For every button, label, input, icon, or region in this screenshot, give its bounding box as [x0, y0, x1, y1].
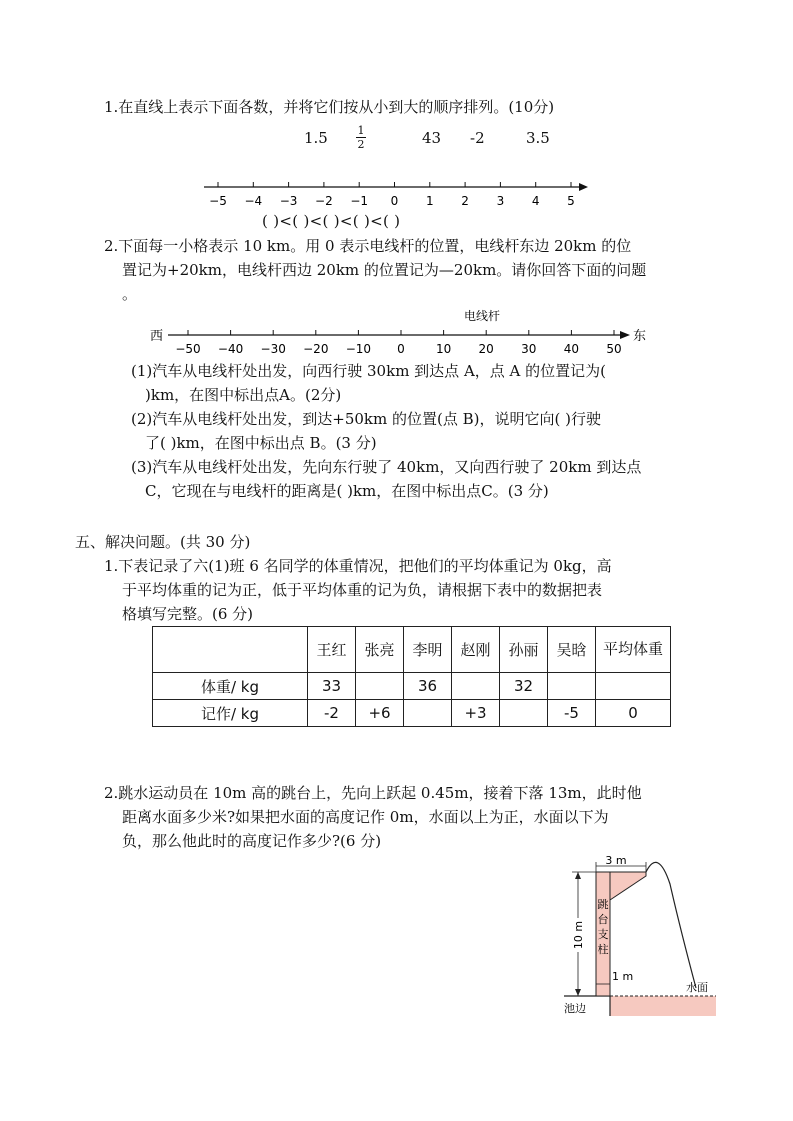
q2-axis-tick-label: −40 [217, 342, 244, 356]
q2-sub1-line2: )km，在图中标出点A。(2分) [145, 386, 342, 404]
q1-title: 1.在直线上表示下面各数，并将它们按从小到大的顺序排列。(10分) [104, 98, 555, 116]
q1-number-neg2: -2 [470, 129, 485, 147]
table-cell: -5 [548, 700, 596, 727]
q2-axis-tick-label: −20 [303, 342, 329, 356]
p2-line-1: 2.跳水运动员在 10m 高的跳台上，先向上跃起 0.45m，接着下落 13m，此时他 [104, 784, 642, 802]
q2-sub1-line1: (1)汽车从电线杆处出发，向西行驶 30km 到达点 A，点 A 的位置记为( [131, 362, 607, 380]
fraction-numerator: 1 [357, 124, 365, 137]
table-header-row [153, 627, 671, 673]
table-header-cell: 李明 [404, 627, 452, 673]
q1-number-3-5: 3.5 [526, 129, 550, 147]
table-row [153, 700, 671, 727]
q1-axis-tick-label: 5 [567, 194, 575, 208]
q1-axis-tick-label: 0 [390, 194, 399, 208]
q1-axis-tick-label: −1 [350, 194, 369, 208]
q1-axis-tick-label: −3 [279, 194, 298, 208]
p1-line-2: 于平均体重的记为正，低于平均体重的记为负，请根据下表中的数据把表 [122, 581, 603, 599]
east-label: 东 [633, 329, 647, 344]
q2-axis-tick-label: −30 [260, 342, 286, 356]
q2-axis-tick-label: −50 [175, 342, 201, 356]
height-label: 10 m [572, 920, 585, 950]
table-cell[interactable] [596, 673, 671, 700]
fraction-denominator: 2 [357, 138, 365, 151]
table-cell: 36 [404, 673, 452, 700]
q2-line-1: 2.下面每一小格表示 10 km。用 0 表示电线杆的位置，电线杆东边 20km 的位 [104, 237, 632, 255]
table-cell: -2 [308, 700, 356, 727]
table-header-cell [153, 627, 308, 673]
q2-sub2-line2: 了( )km，在图中标出点 B。(3 分) [145, 434, 377, 452]
p1-line-3: 格填写完整。(6 分) [122, 605, 254, 623]
q1-number-1-5: 1.5 [304, 129, 328, 147]
table-cell[interactable] [500, 700, 548, 727]
water-label: 水面 [686, 981, 708, 994]
q1-number-line [190, 176, 600, 210]
table-header-cell: 赵刚 [452, 627, 500, 673]
table-cell[interactable] [548, 673, 596, 700]
table-row [153, 673, 671, 700]
p2-line-3: 负，那么他此时的高度记作多少?(6 分) [122, 832, 382, 850]
table-header-cell: 王红 [308, 627, 356, 673]
q2-axis-tick-label: 40 [563, 342, 580, 356]
table-header-cell: 吴晗 [548, 627, 596, 673]
table-header-cell: 孙丽 [500, 627, 548, 673]
q2-line-2: 置记为+20km，电线杆西边 20km 的位置记为—20km。请你回答下面的问题 [122, 261, 647, 279]
q1-axis-tick-label: 3 [496, 194, 505, 208]
width-label: 3 m [605, 854, 627, 867]
q2-axis-tick-label: −10 [345, 342, 372, 356]
west-label: 西 [150, 329, 164, 344]
diving-platform-figure [560, 848, 722, 1020]
pillar-label-1: 跳 [597, 898, 609, 911]
q2-axis-tick-label: 50 [606, 342, 622, 356]
q2-axis-tick-label: 0 [397, 342, 405, 356]
q2-number-line [140, 306, 660, 358]
pool-water [610, 996, 716, 1016]
table-cell[interactable] [452, 673, 500, 700]
q2-sub2-line1: (2)汽车从电线杆处出发，到达+50km 的位置(点 B)，说明它向( )行驶 [131, 410, 601, 428]
table-cell: 32 [500, 673, 548, 700]
table-cell: 33 [308, 673, 356, 700]
q1-axis-tick-label: −4 [244, 194, 263, 208]
table-cell: +6 [356, 700, 404, 727]
q2-sub3-line1: (3)汽车从电线杆处出发，先向东行驶了 40km，又向西行驶了 20km 到达点 [131, 458, 642, 476]
pillar-label-4: 柱 [597, 943, 609, 956]
q2-axis-tick-label: 30 [521, 342, 537, 356]
table-cell: 记作/ kg [153, 700, 308, 727]
base-width-label: 1 m [612, 970, 634, 983]
p1-line-1: 1.下表记录了六(1)班 6 名同学的体重情况，把他们的平均体重记为 0kg，高 [104, 557, 612, 575]
pole-label: 电线杆 [463, 309, 501, 323]
q1-axis-tick-label: 1 [425, 194, 434, 208]
q2-axis-tick-label: 10 [435, 342, 452, 356]
table-cell[interactable] [356, 673, 404, 700]
q2-axis-tick-label: 20 [478, 342, 494, 356]
q1-axis-tick-label: −2 [315, 194, 333, 208]
p2-line-2: 距离水面多少米?如果把水面的高度记作 0m，水面以上为正，水面以下为 [122, 808, 609, 826]
pillar-label-3: 支 [597, 928, 609, 941]
dive-trajectory [646, 862, 696, 988]
table-cell: 体重/ kg [153, 673, 308, 700]
table-cell: 0 [596, 700, 671, 727]
table-cell[interactable] [404, 700, 452, 727]
table-cell: +3 [452, 700, 500, 727]
q1-axis-tick-label: 2 [461, 194, 469, 208]
q2-line-3: 。 [122, 285, 138, 303]
q1-axis-tick-label: 4 [531, 194, 540, 208]
q1-order-blanks[interactable]: ( )<( )<( )<( )<( ) [262, 212, 401, 230]
weight-table [152, 626, 671, 727]
q1-fraction-half [356, 125, 366, 150]
edge-label: 池边 [564, 1002, 586, 1015]
table-header-cell: 平均体重 [596, 627, 671, 673]
pillar-label-2: 台 [597, 913, 609, 926]
table-header-cell: 张亮 [356, 627, 404, 673]
q1-number-43: 43 [422, 129, 442, 147]
q2-sub3-line2: C，它现在与电线杆的距离是( )km，在图中标出点C。(3 分) [145, 482, 549, 500]
section5-title: 五、解决问题。(共 30 分) [75, 533, 251, 551]
q1-axis-tick-label: −5 [209, 194, 227, 208]
